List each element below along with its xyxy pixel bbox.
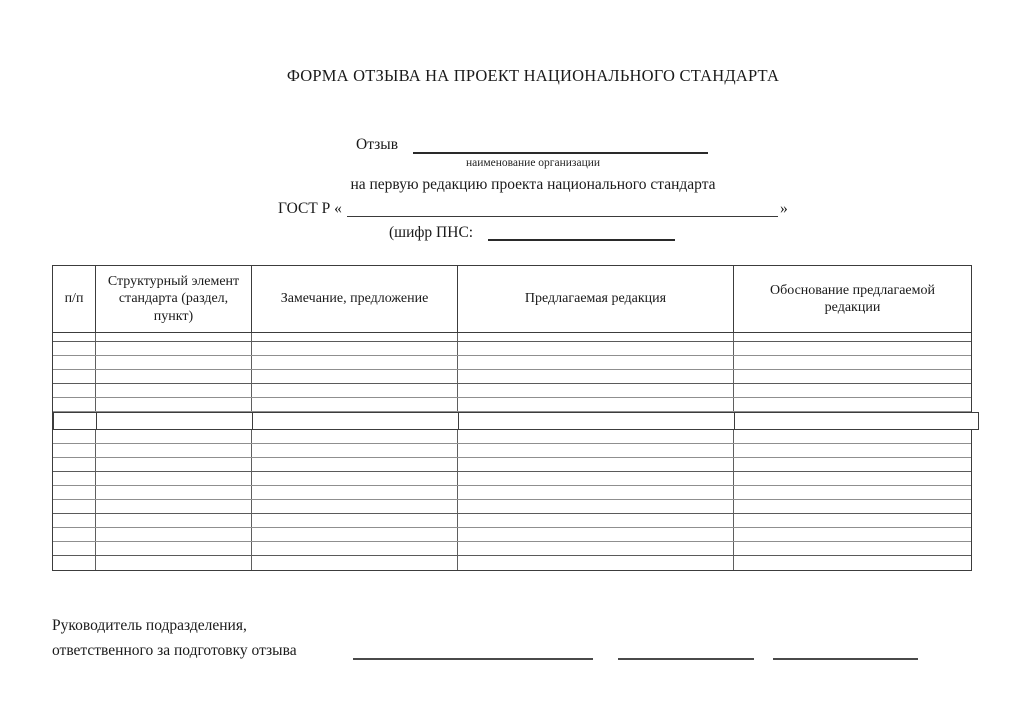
table-cell — [458, 486, 734, 499]
table-cell — [252, 472, 458, 485]
table-cell — [458, 398, 734, 411]
table-cell — [53, 370, 96, 383]
table-cell — [252, 528, 458, 541]
table-cell — [53, 430, 96, 443]
table-cell — [458, 542, 734, 555]
table-cell — [252, 356, 458, 369]
table-row — [53, 472, 971, 486]
table-cell — [252, 500, 458, 513]
table-cell — [458, 430, 734, 443]
table-cell — [96, 500, 252, 513]
table-cell — [53, 458, 96, 471]
table-cell — [458, 333, 734, 341]
table-cell — [734, 528, 971, 541]
table-header-npp: п/п — [53, 266, 96, 332]
table-row — [53, 514, 971, 528]
table-cell — [734, 486, 971, 499]
table-cell — [53, 384, 96, 397]
table-row — [53, 458, 971, 472]
table-cell — [253, 413, 459, 429]
table-cell — [53, 333, 96, 341]
table-row — [53, 356, 971, 370]
table-row — [53, 486, 971, 500]
table-cell — [53, 514, 96, 527]
table-header-justification: Обоснование предлагаемой редакции — [770, 282, 935, 315]
table-cell — [96, 528, 252, 541]
table-cell — [458, 528, 734, 541]
table-cell — [734, 500, 971, 513]
table-cell — [734, 398, 971, 411]
table-cell — [53, 444, 96, 457]
table-cell — [734, 458, 971, 471]
table-cell — [734, 370, 971, 383]
table-row — [53, 542, 971, 556]
table-cell — [53, 528, 96, 541]
table-cell — [96, 458, 252, 471]
otzyv-label: Отзыв — [356, 136, 399, 153]
table-cell — [96, 472, 252, 485]
table-cell — [734, 333, 971, 341]
table-cell — [54, 413, 97, 429]
first-edition-line: на первую редакцию проекта национального стандарта — [350, 176, 716, 193]
table-cell — [458, 370, 734, 383]
table-cell — [458, 556, 734, 570]
table-cell — [96, 342, 252, 355]
table-cell — [96, 356, 252, 369]
table-cell — [252, 333, 458, 341]
table-cell — [96, 370, 252, 383]
table-header-structural-element: Структурный элемент стандарта (раздел, пункт) — [96, 266, 252, 332]
shifr-pns-blank-line — [488, 239, 675, 241]
table-cell — [734, 384, 971, 397]
gost-label: ГОСТ Р « — [278, 200, 342, 217]
table-header-proposed-wording: Предлагаемая редакция — [458, 266, 734, 332]
table-cell — [96, 384, 252, 397]
signature-line-2 — [618, 658, 754, 660]
table-cell — [734, 430, 971, 443]
table-row — [53, 370, 971, 384]
table-cell — [252, 444, 458, 457]
table-cell — [252, 398, 458, 411]
table-row — [53, 528, 971, 542]
table-cell — [458, 500, 734, 513]
table-row — [53, 556, 971, 570]
signature-line-1 — [353, 658, 593, 660]
table-row — [53, 500, 971, 514]
table-cell — [734, 556, 971, 570]
table-row — [53, 342, 971, 356]
table-cell — [458, 514, 734, 527]
table-cell — [96, 486, 252, 499]
shifr-pns-label: (шифр ПНС: — [389, 224, 474, 241]
table-header-remark: Замечание, предложение — [252, 266, 458, 332]
signature-line-3 — [773, 658, 918, 660]
table-cell — [252, 542, 458, 555]
table-cell — [53, 342, 96, 355]
table-cell — [458, 384, 734, 397]
table-cell — [53, 398, 96, 411]
table-cell — [458, 444, 734, 457]
table-cell — [96, 514, 252, 527]
table-cell — [252, 556, 458, 570]
table-cell — [734, 356, 971, 369]
gost-closing-quote: » — [780, 200, 788, 217]
form-title: ФОРМА ОТЗЫВА НА ПРОЕКТ НАЦИОНАЛЬНОГО СТАНДАРТА — [286, 66, 780, 85]
gost-title-blank-line — [347, 216, 778, 217]
table-cell — [96, 542, 252, 555]
signatory-title-line2: ответственного за подготовку отзыва — [52, 642, 297, 659]
table-cell — [96, 398, 252, 411]
table-row — [53, 398, 971, 412]
table-cell — [96, 444, 252, 457]
table-cell — [734, 514, 971, 527]
table-cell — [53, 356, 96, 369]
table-cell — [458, 472, 734, 485]
table-cell — [53, 500, 96, 513]
table-row-misaligned — [53, 412, 979, 430]
table-cell — [252, 430, 458, 443]
organization-blank-line — [413, 152, 708, 154]
table-cell — [53, 486, 96, 499]
table-cell — [734, 342, 971, 355]
table-cell — [459, 413, 735, 429]
table-cell — [252, 384, 458, 397]
table-body — [53, 333, 971, 570]
table-row — [53, 444, 971, 458]
table-cell — [96, 556, 252, 570]
table-row — [53, 333, 971, 342]
table-cell — [734, 472, 971, 485]
organization-caption: наименование организации — [465, 157, 601, 169]
table-row — [53, 430, 971, 444]
table-cell — [252, 342, 458, 355]
table-header-row — [53, 266, 971, 333]
table-cell — [97, 413, 253, 429]
table-cell — [458, 342, 734, 355]
signatory-title-line1: Руководитель подразделения, — [52, 617, 247, 634]
table-cell — [734, 444, 971, 457]
table-cell — [252, 514, 458, 527]
table-cell — [96, 333, 252, 341]
feedback-table — [52, 265, 972, 571]
table-cell — [53, 542, 96, 555]
table-cell — [735, 413, 978, 429]
table-cell — [252, 486, 458, 499]
table-cell — [53, 556, 96, 570]
table-cell — [458, 458, 734, 471]
table-cell — [734, 542, 971, 555]
table-cell — [252, 458, 458, 471]
table-cell — [96, 430, 252, 443]
table-cell — [53, 472, 96, 485]
table-row — [53, 384, 971, 398]
table-cell — [458, 356, 734, 369]
table-cell — [252, 370, 458, 383]
